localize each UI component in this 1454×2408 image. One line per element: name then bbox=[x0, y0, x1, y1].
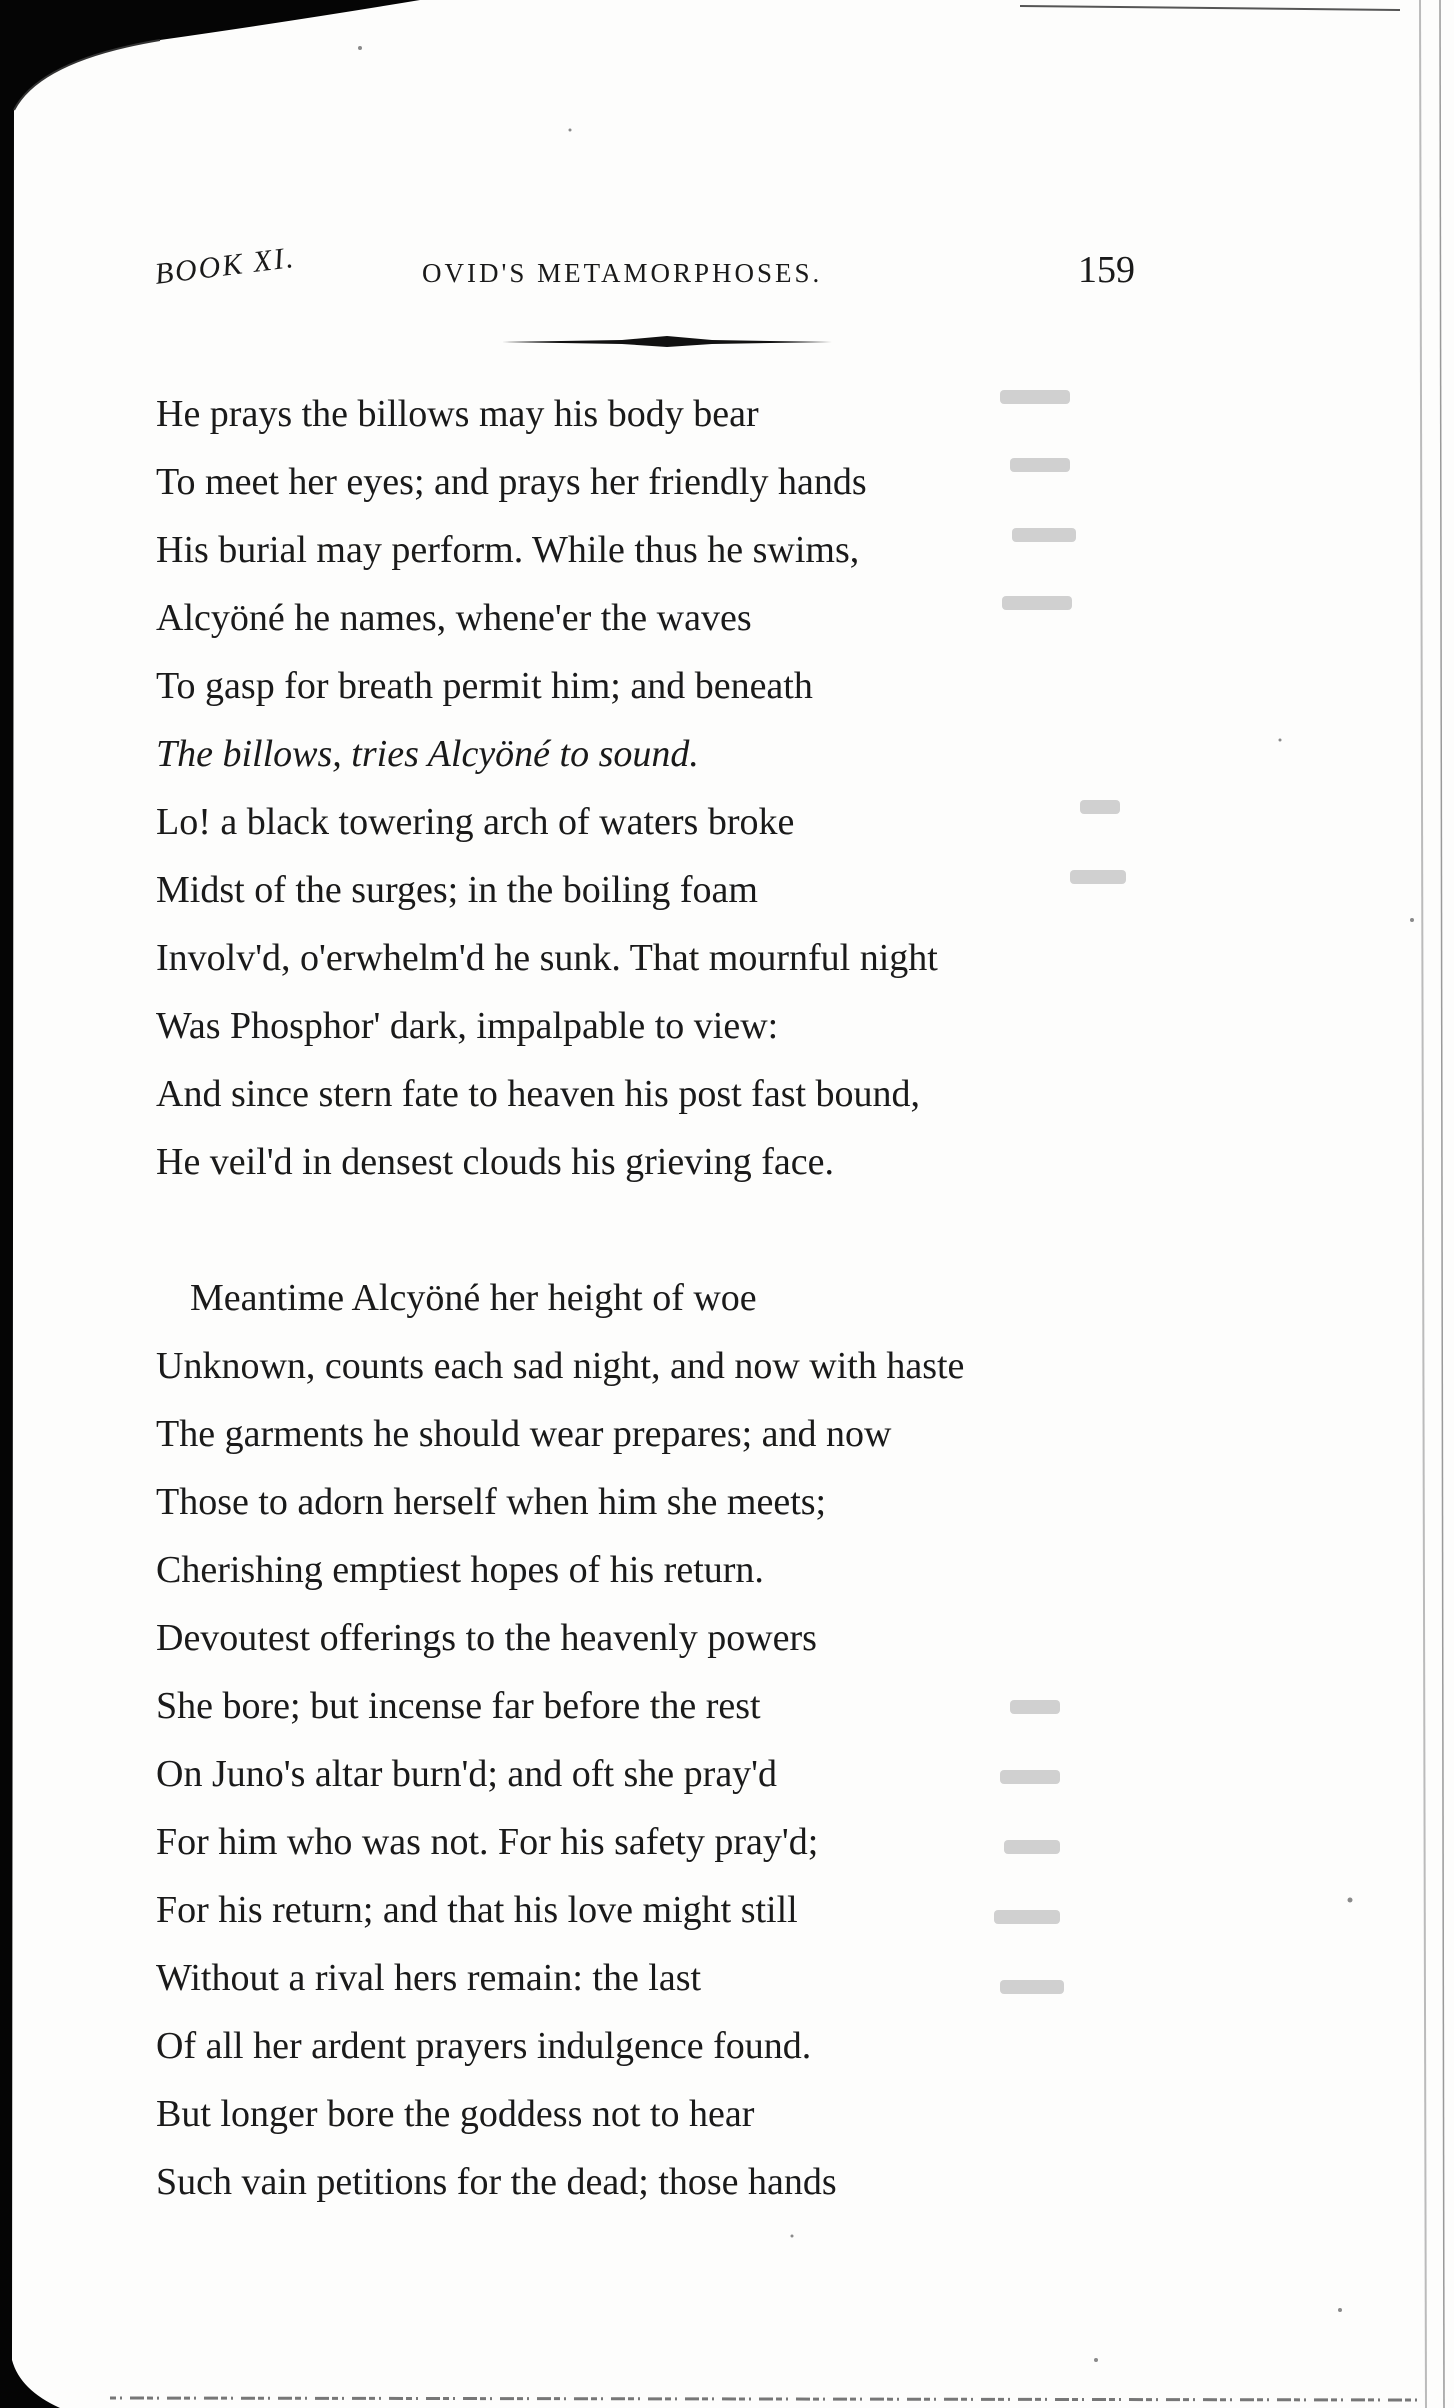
stanza-two bbox=[156, 1264, 1156, 2216]
poem-text bbox=[156, 380, 1156, 2216]
verse-line: Without a rival hers remain: the last bbox=[156, 1957, 702, 1999]
verse-line: Alcyöné he names, whene'er the waves bbox=[156, 597, 752, 639]
verse-line: Involv'd, o'erwhelm'd he sunk. That mournful night bbox=[156, 937, 938, 979]
verse-line: Midst of the surges; in the boiling foam bbox=[156, 869, 758, 911]
verse-line: To meet her eyes; and prays her friendly hands bbox=[156, 461, 867, 503]
running-head-title: OVID'S METAMORPHOSES. bbox=[422, 258, 823, 288]
verse-line: Devoutest offerings to the heavenly powers bbox=[156, 1617, 817, 1659]
verse-line: Those to adorn herself when him she meets; bbox=[156, 1481, 827, 1523]
verse-line: Such vain petitions for the dead; those hands bbox=[156, 2161, 837, 2203]
verse-line: On Juno's altar burn'd; and oft she pray'd bbox=[156, 1753, 778, 1795]
verse-line: But longer bore the goddess not to hear bbox=[156, 2093, 755, 2135]
verse-line-indented: Meantime Alcyöné her height of woe bbox=[190, 1277, 757, 1319]
verse-line: He prays the billows may his body bear bbox=[156, 393, 759, 435]
header-ornament-rule bbox=[502, 332, 832, 352]
running-head-book: BOOK XI. bbox=[152, 240, 297, 291]
verse-line: His burial may perform. While thus he swims, bbox=[156, 529, 860, 571]
verse-line: Was Phosphor' dark, impalpable to view: bbox=[156, 1005, 779, 1047]
verse-line: Lo! a black towering arch of waters broke bbox=[156, 801, 795, 843]
stanza-one bbox=[156, 380, 1156, 1196]
page-number: 159 bbox=[1078, 249, 1135, 291]
verse-line: Of all her ardent prayers indulgence found. bbox=[156, 2025, 812, 2067]
verse-line: For him who was not. For his safety pray'd; bbox=[156, 1821, 819, 1863]
verse-line: The garments he should wear prepares; and now bbox=[156, 1413, 892, 1455]
verse-line: To gasp for breath permit him; and beneath bbox=[156, 665, 813, 707]
verse-line: For his return; and that his love might still bbox=[156, 1889, 798, 1931]
verse-line: She bore; but incense far before the rest bbox=[156, 1685, 761, 1727]
verse-line: Cherishing emptiest hopes of his return. bbox=[156, 1549, 764, 1591]
verse-line: And since stern fate to heaven his post fast bound, bbox=[156, 1073, 921, 1115]
verse-line-italic: The billows, tries Alcyöné to sound. bbox=[156, 733, 699, 775]
verse-line: Unknown, counts each sad night, and now with haste bbox=[156, 1345, 965, 1387]
verse-line: He veil'd in densest clouds his grieving face. bbox=[156, 1141, 835, 1183]
